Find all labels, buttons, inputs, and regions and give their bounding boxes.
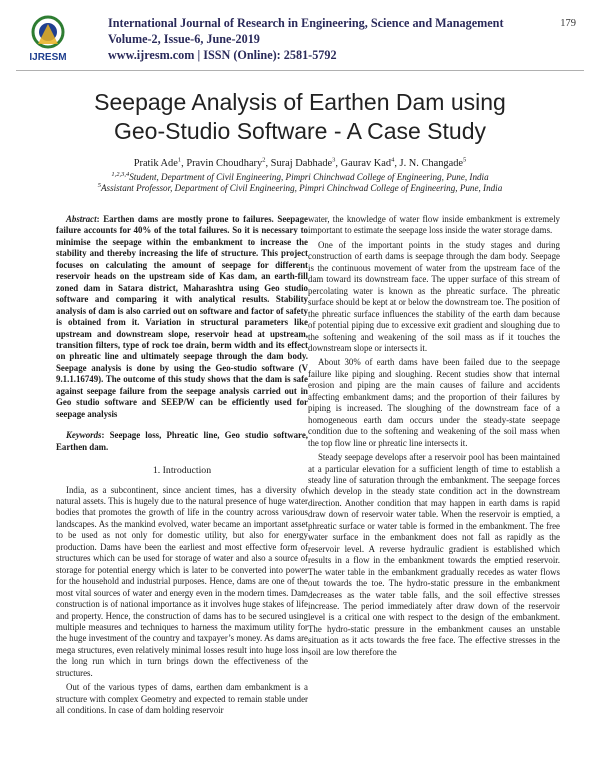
body-paragraph: Steady seepage develops after a reservoir pool has been maintained at a particular elevation for a sufficient length of time to establish a steady line of saturation through the embankment. The seepage forces which develop in the steady state condition act in the downstream direction. Another condition that may happen in earth dams is rapid draw down of reservoir water table. When the reservoir is emptied, a phreatic surface or water table is formed in the embankment. The free water surface in the embankment does not fall as rapidly as the reservoir level. A reverse hydraulic gradient is established which results in a flow in the embankment towards the emptied reservoir. The water table in the embankment gradually recedes as water flows out towards the toe. The hydro-static pressure in the embankment decreases as the water table falls, and the soil effective stresses increase. The period immediately after draw down of the reservoir level is a critical one with respect to the design of the embankment. The hydro-static pressure in the embankment causes an unstable situation as it acts towards the free face. The effective stresses in the soil are low therefore the <box>308 452 560 657</box>
author-name: Gaurav Kad <box>340 158 392 169</box>
abstract <box>56 214 308 420</box>
journal-volume-issue: Volume-2, Issue-6, June-2019 <box>108 32 260 46</box>
svg-text:IJRESM: IJRESM <box>29 52 67 63</box>
author-sup: 3 <box>332 156 336 164</box>
journal-title: International Journal of Research in Engineering, Science and Management <box>108 16 504 30</box>
body-paragraph: water, the knowledge of water flow inside embankment is extremely important to estimate the seepage loss inside the water storage dams. <box>308 214 560 236</box>
journal-header <box>16 14 584 66</box>
right-column <box>308 214 560 658</box>
author-name: Suraj Dabhade <box>270 158 333 169</box>
affiliation-1: $^{1,2,3,4}$Student, Department of Civil Engineering, Pimpri Chinchwad College of Engineering, Pune, India <box>111 170 489 182</box>
body-paragraph: India, as a subcontinent, since ancient times, has a diversity of natural assets. This is hugely due to the natural presence of huge water bodies that promotes the growth of life in the country across various landscapes. As the mankind evolved, water became an important asset to be used as not only for domestic utility, but also for energy production. Dams have been the earliest and most effective form of structures which can be used for storage of water and also a source of storage for potential energy which is later to be converted into power for the household and industrial purposes. Hence, dams are one of the most vital sources of water and energy even in the modern times. Dam construction is of national importance as it involves huge stakes of life and property. Hence, the construction of dams has to be secured using multiple measures and techniques to harness the maximum utility for the huge investment of the country and taxpayer’s money. As dams are mega structures, even relatively minimal losses result into huge loss in the long run which in turn brings down the effectiveness of the structures. <box>56 484 308 678</box>
paper-title-line-2: Geo-Studio Software - A Case Study <box>113 118 487 144</box>
page-number: 179 <box>560 18 576 29</box>
author-name: Pratik Ade <box>133 158 178 169</box>
author-sup: 2 <box>262 156 266 164</box>
journal-logo-icon <box>16 14 80 64</box>
keywords-label: Keywords <box>66 430 102 441</box>
paper-title-line-1: Seepage Analysis of Earthen Dam using <box>94 89 506 115</box>
affiliation-2: $^5$Assistant Professor, Department of Civil Engineering, Pimpri Chinchwad College of Engineering, Pune, India <box>97 181 503 193</box>
paper-title <box>30 88 570 146</box>
body-paragraph: One of the important points in the study stages and during construction of earth dams is seepage through the dam body. Seepage is the continuous movement of water from the upstream face of the dam toward its downstream face. The upper surface of this stream of percolating water is known as the phreatic surface. The phreatic surface should be kept at or below the downstream toe. The position of the phreatic surface influences the stability of the earth dam because of potential piping due to excessive exit gradient and sloughing due to the softening and weakening of the soil mass as if it touches the downstream slope or intersects it. <box>308 239 560 353</box>
body-paragraph: Out of the various types of dams, earthen dam embankment is a structure with complex Geometry and expected to remain stable under all conditions. In case of dam holding reservoir <box>56 682 308 716</box>
author-list: Pratik Ade$^1$, Pravin Choudhary$^2$, Suraj Dabhade$^3$, Gaurav Kad$^4$, J. N. Changade$^5$ <box>133 156 467 169</box>
keywords-text: : Seepage loss, Phreatic line, Geo studio software, Earthen dam. <box>56 430 308 452</box>
body-paragraph: About 30% of earth dams have been failed due to the seepage failure like piping and sloughing. Recent studies show that internal erosion and piping are the main causes of failure and accidents affecting embankment dams; and the proportion of their failures by piping is increased. The sloughing of the downstream face of a homogeneous earth dam occurs under the steady-state seepage condition due to the softening and weakening of the soil mass when the top flow line or phreatic line intersects it. <box>308 357 560 448</box>
section-heading-introduction: 1. Introduction <box>152 465 212 477</box>
abstract-text: : Earthen dams are mostly prone to failures. Seepage failure accounts for 40% of the total failures. So it is necessary to minimise the seepage within the embankment to increase the stability and thereby increasing the life of structure. This project focuses on calculating the amount of seepage for different reservoir heads on the upstream side of Kas dam, an earth-fill zoned dam in Satara district, Maharashtra using Geo studio software and comparing it with analytical results. Stability analysis of dam is also carried out on software and factor of safety is obtained from it. Variation in structural parameters like upstream and downstream slope, reservoir head at upstream, transition filters, type of rock toe drain, berm width and its effect on phreatic line and ultimately seepage through the dam body. Seepage analysis is done by using the Geo-studio software (V 9.1.1.16749). The outcome of this study shows that the dam is safe against seepage failure from the seepage analysis carried out in Geo studio software and SEEP/W can be efficiently used for seepage analysis <box>56 214 308 419</box>
author-sup: 1 <box>177 156 182 164</box>
header-divider <box>16 70 584 71</box>
abstract-label: Abstract <box>66 214 97 224</box>
author-name: Pravin Choudhary <box>186 158 263 169</box>
keywords <box>56 430 308 453</box>
left-column <box>56 214 308 717</box>
author-sup: 4 <box>391 156 395 164</box>
journal-website-issn: www.ijresm.com | ISSN (Online): 2581-5792 <box>108 48 337 62</box>
author-name: J. N. Changade <box>399 158 464 169</box>
author-sup: 5 <box>463 156 467 164</box>
